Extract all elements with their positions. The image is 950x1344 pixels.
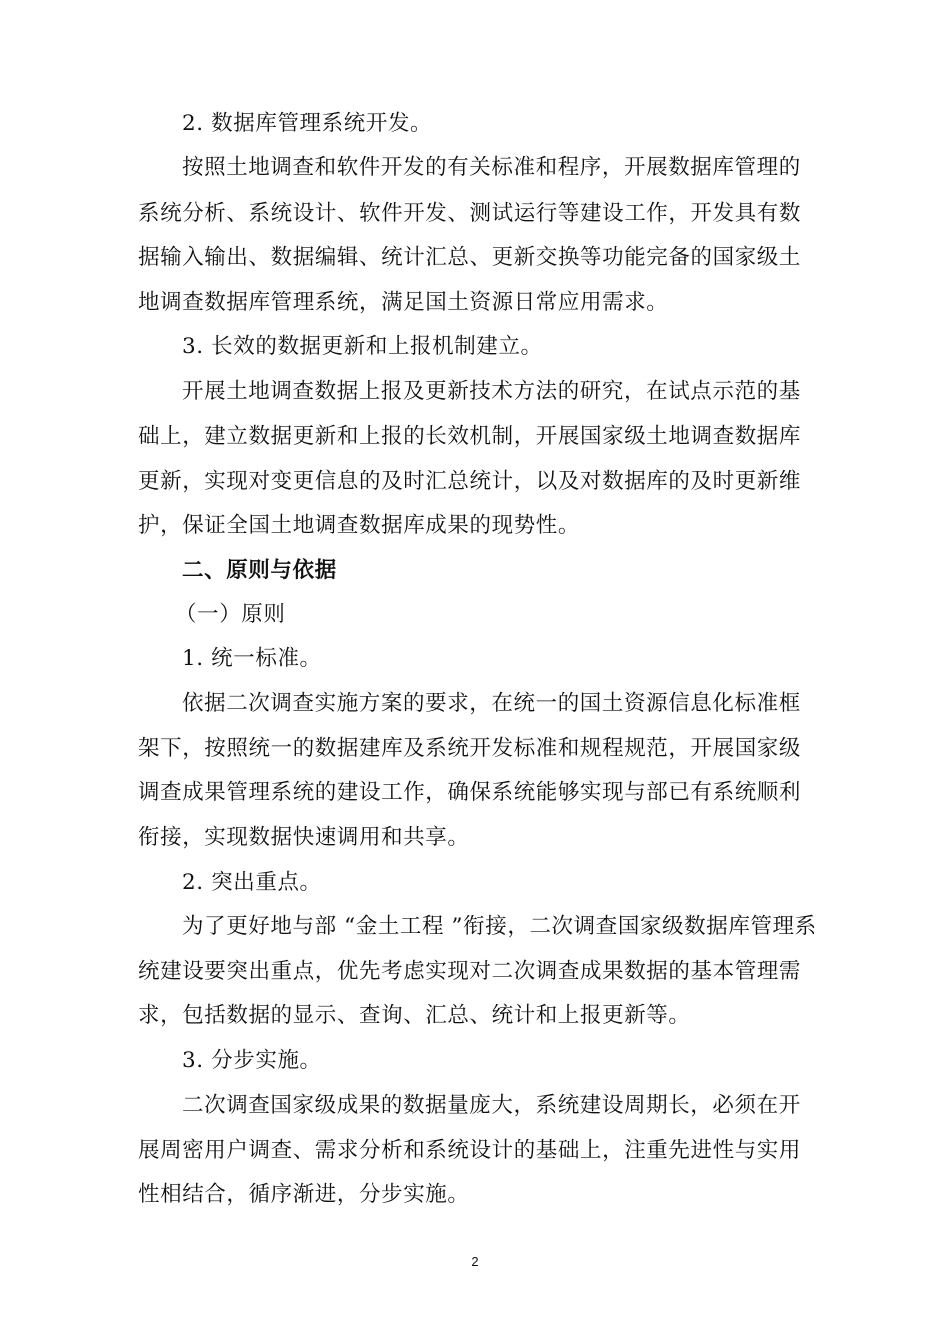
paragraph-line: 系统分析、系统设计、软件开发、测试运行等建设工作，开发具有数 (138, 201, 802, 226)
paragraph-line: 性相结合，循序渐进，分步实施。 (138, 1182, 470, 1207)
paragraph-line: 架下，按照统一的数据建库及系统开发标准和规程规范，开展国家级 (138, 736, 802, 761)
page-number: 2 (471, 1254, 479, 1269)
subsection-heading-principles: （一）原则 (175, 602, 286, 627)
paragraph-line: 求，包括数据的显示、查询、汇总、统计和上报更新等。 (138, 1003, 691, 1028)
paragraph-line: 按照土地调查和软件开发的有关标准和程序，开展数据库管理的 (182, 155, 801, 180)
paragraph-line: 更新，实现对变更信息的及时汇总统计，以及对数据库的及时更新维 (138, 469, 802, 494)
paragraph-line: 二次调查国家级成果的数据量庞大，系统建设周期长，必须在开 (182, 1093, 801, 1118)
subheading-focus: 2. 突出重点。 (182, 870, 322, 895)
paragraph-line: 统建设要突出重点，优先考虑实现对二次调查成果数据的基本管理需 (138, 959, 802, 984)
paragraph-line: 衔接，实现数据快速调用和共享。 (138, 825, 470, 850)
paragraph-line: 展周密用户调查、需求分析和系统设计的基础上，注重先进性与实用 (138, 1138, 802, 1163)
section-heading-principles: 二、原则与依据 (182, 558, 337, 583)
paragraph-line: 护，保证全国土地调查数据库成果的现势性。 (138, 513, 581, 538)
subheading-update-mechanism: 3. 长效的数据更新和上报机制建立。 (182, 334, 543, 359)
paragraph-line: 调查成果管理系统的建设工作，确保系统能够实现与部已有系统顺利 (138, 780, 802, 805)
paragraph-line: 据输入输出、数据编辑、统计汇总、更新交换等功能完备的国家级土 (138, 245, 802, 270)
paragraph-line: 依据二次调查实施方案的要求，在统一的国土资源信息化标准框 (182, 691, 801, 716)
paragraph-line: 为了更好地与部 “金土工程 ”衔接，二次调查国家级数据库管理系 (182, 914, 817, 939)
subheading-phased-implementation: 3. 分步实施。 (182, 1048, 322, 1073)
subheading-database-system: 2. 数据库管理系统开发。 (182, 111, 433, 136)
paragraph-line: 开展土地调查数据上报及更新技术方法的研究，在试点示范的基 (182, 379, 801, 404)
paragraph-line: 地调查数据库管理系统，满足国土资源日常应用需求。 (138, 290, 669, 315)
subheading-unified-standard: 1. 统一标准。 (182, 646, 322, 671)
paragraph-line: 础上，建立数据更新和上报的长效机制，开展国家级土地调查数据库 (138, 424, 802, 449)
